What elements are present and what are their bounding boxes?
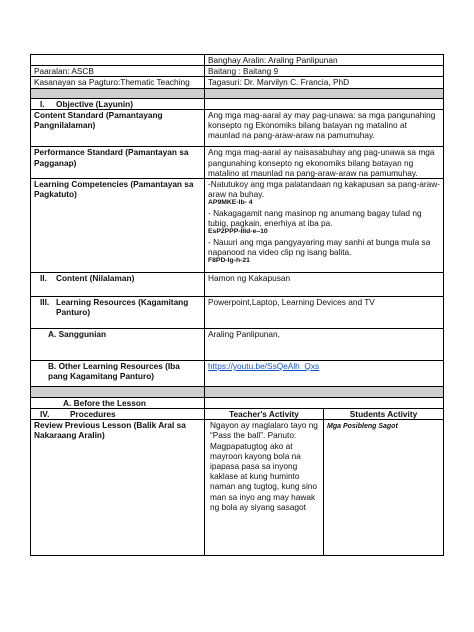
teacher-activity-text: Ngayon ay maglalaro tayo ng “Pass the ball”. Panuto: Magpapatugtog ako at mayroon kayong bola na ipapasa pasa sa inyong kaklase at kung huminto naman ang tugtog, kung sino man sa inyo ang may hawak ng bola ay siyang sasagot: [205, 420, 324, 556]
approach-field: Kasanayan sa Pagturo:Thematic Teaching: [31, 77, 205, 88]
review-label: Review Previous Lesson (Balik Aral sa Nakaraang Aralin): [31, 420, 205, 556]
other-resources-cell: [205, 360, 444, 386]
procedures-heading: IV. Procedures: [31, 408, 205, 419]
school-field: Paaralan: ASCB: [31, 66, 205, 77]
objective-heading: I. Objective (Layunin): [31, 98, 205, 109]
lesson-plan-table: [30, 54, 444, 556]
resources-text: Powerpoint,Laptop, Learning Devices and TV: [205, 296, 444, 328]
procedures-header-row: [31, 408, 444, 419]
content-standard-text: Ang mga mag-aaral ay may pag-unawa: sa mga pangunahing konsepto ng Ekonomiks bilang batayan ng matalino at maunlad na pang-araw-araw na pamumuhay.: [205, 109, 444, 147]
sanggunian-text: Araling Panlipunan,: [205, 328, 444, 360]
competency-code: F8PD-Ig-h-21: [208, 257, 250, 265]
header-title-row: [31, 55, 444, 66]
competency-item: - Nauuri ang mga pangyayaring may sanhi at bunga mula sa napanood na video clip ng isang balita.: [208, 236, 431, 258]
video-link[interactable]: https://youtu.be/SsQeAlh_Qxs: [208, 360, 320, 371]
competency-item: - Nakagagamit nang masinop ng anumang bagay tulad ng tubig, pagkain, enerhiya at iba pa.: [208, 207, 422, 229]
competency-code: AP9MKE-Ib- 4: [208, 199, 253, 207]
content-text: Hamon ng Kakapusan: [205, 272, 444, 296]
plan-title: Banghay Aralin: Araling Panlipunan: [205, 55, 444, 66]
resources-heading: III. Learning Resources (Kagamitang Panturo): [31, 296, 205, 328]
performance-standard-text: Ang mga mag-aaral ay naisasabuhay ang pag-unawa sa mga pangunahing konsepto ng ekonomiks bilang batayan ng matalino at maunlad na pang-araw-araw na pamumuhay.: [205, 147, 444, 179]
competency-code: EsP2PPP-IIId-e–10: [208, 228, 268, 236]
competencies-row: [31, 179, 444, 273]
before-lesson-row: [31, 397, 444, 408]
resources-row: [31, 296, 444, 328]
performance-standard-row: [31, 147, 444, 179]
sanggunian-row: [31, 328, 444, 360]
shaded-divider-2: [31, 386, 444, 397]
competencies-label: Learning Competencies (Pamantayan sa Pagkatuto): [31, 179, 205, 273]
competency-item: -Natutukoy ang mga palatandaan ng kakapusan sa pang-araw-araw na buhay.: [208, 179, 441, 200]
author-field: Tagasuri: Dr. Marvilyn C. Francia, PhD: [205, 77, 444, 88]
objective-row: [31, 98, 444, 109]
shaded-divider: [31, 88, 444, 98]
students-activity-cell: [324, 420, 444, 556]
other-resources-row: [31, 360, 444, 386]
header-approach-row: [31, 77, 444, 88]
sanggunian-label: A. Sanggunian: [31, 328, 205, 360]
performance-standard-label: Performance Standard (Pamantayan sa Pagganap): [31, 147, 205, 179]
content-heading: II. Content (Nilalaman): [31, 272, 205, 296]
review-row: [31, 420, 444, 556]
competencies-list: [205, 179, 444, 273]
students-activity-text: Mga Posibleng Sagot: [327, 423, 398, 431]
before-lesson-label: A. Before the Lesson: [31, 397, 205, 408]
content-row: [31, 272, 444, 296]
other-resources-label: B. Other Learning Resources (Iba pang Kagamitang Panturo): [31, 360, 205, 386]
students-activity-header: Students Activity: [324, 408, 444, 419]
teacher-activity-header: Teacher's Activity: [205, 408, 324, 419]
content-standard-row: [31, 109, 444, 147]
grade-field: Baitang : Baitang 9: [205, 66, 444, 77]
header-school-row: [31, 66, 444, 77]
content-standard-label: Content Standard (Pamantayang Pangnilalaman): [31, 109, 205, 147]
